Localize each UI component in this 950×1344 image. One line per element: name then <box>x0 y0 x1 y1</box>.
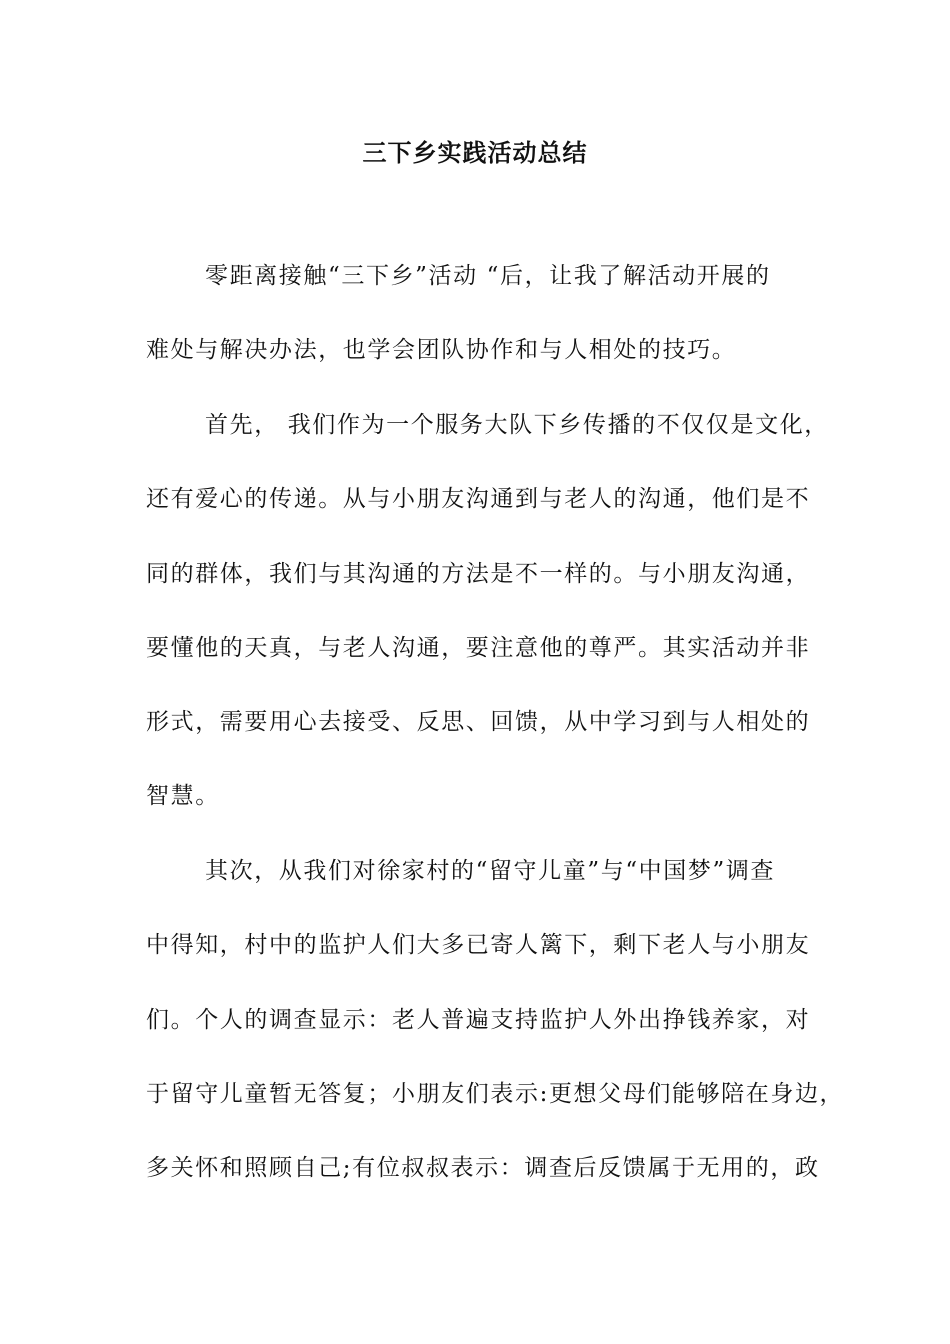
paragraph-3-line-3: 们。个人的调查显示：老人普遍支持监护人外出挣钱养家，对 <box>146 1007 811 1033</box>
paragraph-3-line-2: 中得知，村中的监护人们大多已寄人篱下，剩下老人与小朋友 <box>146 932 811 958</box>
paragraph-1-line-1: 零距离接触“三下乡”活动 “后，让我了解活动开展的 <box>205 263 771 289</box>
paragraph-3-line-1: 其次，从我们对徐家村的“留守儿童”与“中国梦”调查 <box>205 858 776 884</box>
paragraph-2-line-4: 要懂他的天真，与老人沟通，要注意他的尊严。其实活动并非 <box>146 635 811 661</box>
paragraph-2-line-5: 形式，需要用心去接受、反思、回馈，从中学习到与人相处的 <box>146 709 811 735</box>
paragraph-2-line-1: 首先， 我们作为一个服务大队下乡传播的不仅仅是文化， <box>205 412 829 438</box>
paragraph-3-line-5: 多关怀和照顾自己;有位叔叔表示：调查后反馈属于无用的，政 <box>146 1155 820 1181</box>
paragraph-2-line-6: 智慧。 <box>146 783 220 809</box>
paragraph-2-line-3: 同的群体，我们与其沟通的方法是不一样的。与小朋友沟通， <box>146 561 811 587</box>
paragraph-2-line-2: 还有爱心的传递。从与小朋友沟通到与老人的沟通，他们是不 <box>146 486 811 512</box>
paragraph-1-line-2: 难处与解决办法，也学会团队协作和与人相处的技巧。 <box>146 337 737 363</box>
document-title: 三下乡实践活动总结 <box>362 138 588 167</box>
paragraph-3-line-4: 于留守儿童暂无答复；小朋友们表示:更想父母们能够陪在身边， <box>146 1081 845 1107</box>
